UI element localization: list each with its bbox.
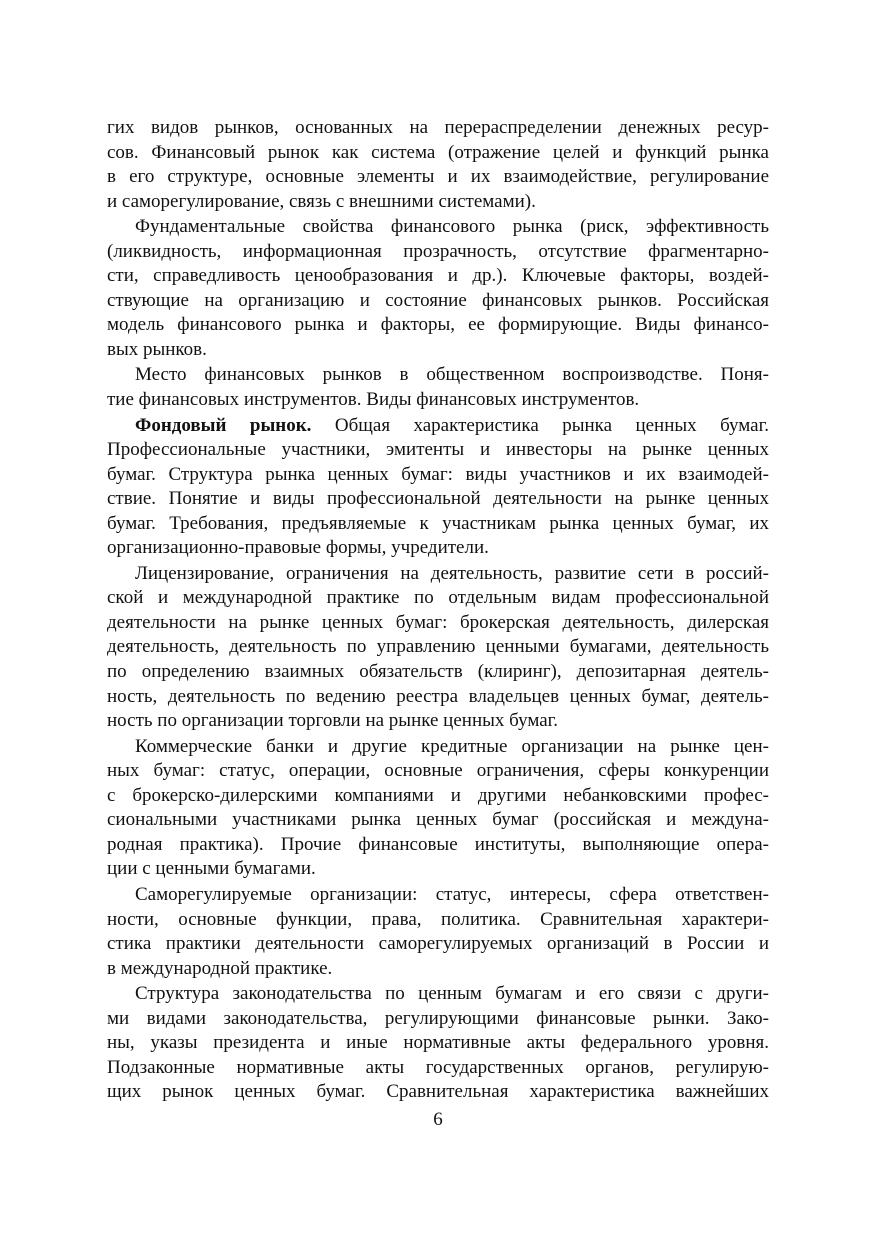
text-line: Место финансовых рынков в общественном воспроизводстве. Поня- [135, 364, 769, 386]
text-line: ской и международной практике по отдельным видам профессиональной [107, 587, 769, 609]
text-line: ных бумаг: статус, операции, основные ограничения, сферы конкуренции [107, 760, 769, 782]
section-heading: Фондовый рынок. [135, 414, 312, 436]
text-line: бумаг. Структура рынка ценных бумаг: виды участников и их взаимодей- [107, 463, 769, 485]
text-line: стика практики деятельности саморегулируемых организаций в России и [107, 933, 769, 955]
text-line: родная практика). Прочие финансовые институты, выполняющие опера- [107, 833, 769, 855]
text-line: ции с ценными бумагами. [107, 858, 316, 880]
paragraph [107, 562, 769, 734]
paragraph [107, 982, 769, 1105]
text-line: Лицензирование, ограничения на деятельность, развитие сети в россий- [135, 562, 769, 584]
text-line: Фундаментальные свойства финансового рынка (риск, эффективность [135, 216, 769, 238]
text-line: Профессиональные участники, эмитенты и инвесторы на рынке ценных [107, 439, 769, 461]
text-line: вых рынков. [107, 338, 207, 360]
text-line: гих видов рынков, основанных на перераспределении денежных ресур- [107, 117, 769, 138]
text-line: в международной практике. [107, 957, 333, 979]
paragraph [107, 414, 769, 561]
text-line: сиональными участниками рынка ценных бумаг (российская и междуна- [107, 809, 769, 831]
text-line: ность, деятельность по ведению реестра владельцев ценных бумаг, деятель- [107, 685, 769, 707]
paragraph [107, 883, 769, 981]
text-line: Структура законодательства по ценным бумагам и его связи с други- [135, 983, 769, 1005]
text-line-rest: Общая характеристика рынка ценных бумаг. [311, 414, 770, 436]
text-line: по определению взаимных обязательств (клиринг), депозитарная деятель- [107, 661, 769, 683]
text-line: щих рынок ценных бумаг. Сравнительная характеристика важнейших [107, 1081, 769, 1103]
text-line: Коммерческие банки и другие кредитные организации на рынке цен- [135, 735, 769, 757]
text-line: ности, основные функции, права, политика. Сравнительная характери- [107, 908, 769, 930]
text-line: Саморегулируемые организации: статус, интересы, сфера ответствен- [135, 883, 769, 905]
text-line: с брокерско-дилерскими компаниями и другими небанковскими профес- [107, 784, 769, 806]
paragraph [107, 116, 769, 214]
text-line: Подзаконные нормативные акты государственных органов, регулирую- [107, 1056, 769, 1078]
text-line: ствие. Понятие и виды профессиональной деятельности на рынке ценных [107, 488, 769, 510]
text-line [107, 414, 769, 439]
text-line: деятельность, деятельность по управлению ценными бумагами, деятельность [107, 636, 769, 658]
text-line: тие финансовых инструментов. Виды финансовых инструментов. [107, 389, 640, 411]
text-line: (ликвидность, информационная прозрачность, отсутствие фрагментарно- [107, 240, 769, 262]
body-text [107, 116, 769, 1105]
paragraph [107, 215, 769, 362]
text-line: ны, указы президента и иные нормативные акты федерального уровня. [107, 1032, 769, 1054]
text-line: сти, справедливость ценообразования и др.). Ключевые факторы, воздей- [107, 265, 769, 287]
paragraph [107, 735, 769, 882]
text-line: сов. Финансовый рынок как система (отражение целей и функций рынка [107, 141, 769, 163]
text-line: в его структуре, основные элементы и их взаимодействие, регулирование [107, 166, 769, 188]
paragraph [107, 363, 769, 412]
text-line: ность по организации торговли на рынке ценных бумаг. [107, 710, 559, 732]
text-line: модель финансового рынка и факторы, ее формирующие. Виды финансо- [107, 314, 769, 336]
text-line: ствующие на организацию и состояние финансовых рынков. Российская [107, 289, 769, 311]
page-number: 6 [433, 1109, 443, 1130]
text-line: ми видами законодательства, регулирующими финансовые рынки. Зако- [107, 1007, 769, 1029]
text-line: организационно-правовые формы, учредители. [107, 537, 489, 559]
text-line: и саморегулирование, связь с внешними системами). [107, 190, 536, 212]
text-line: бумаг. Требования, предъявляемые к участникам рынка ценных бумаг, их [107, 512, 769, 534]
text-line: деятельности на рынке ценных бумаг: брокерская деятельность, дилерская [107, 611, 769, 633]
